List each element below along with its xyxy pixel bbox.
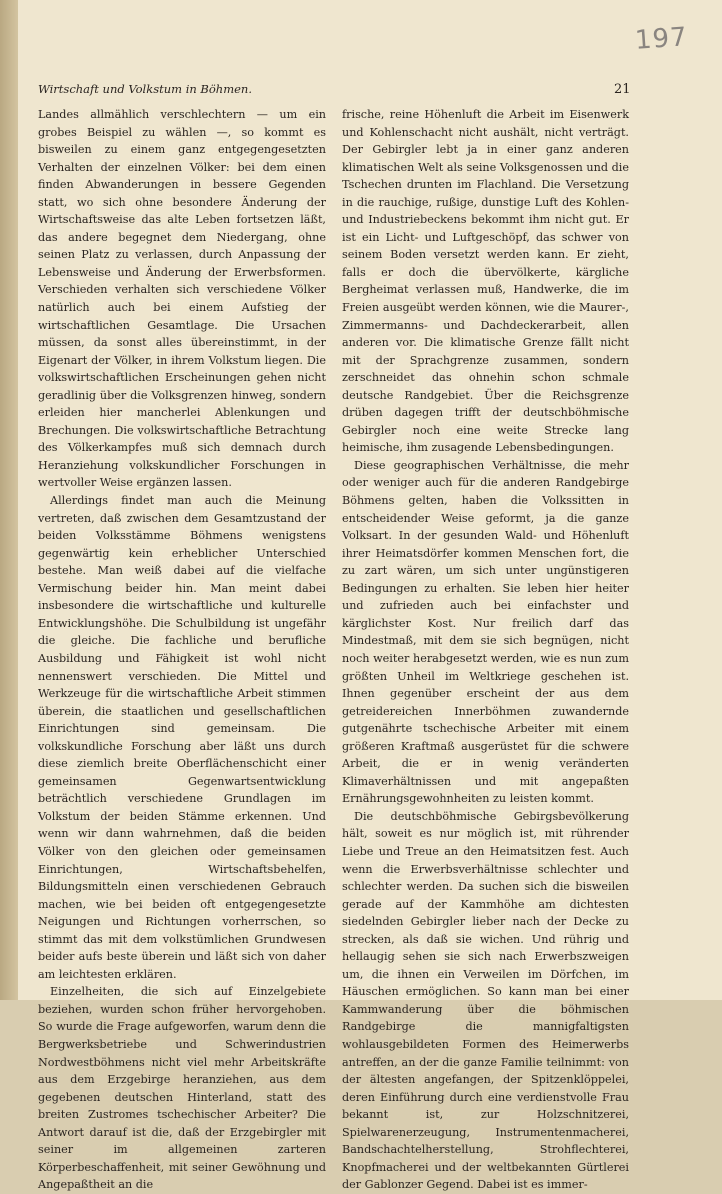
paragraph: Allerdings findet man auch die Meinung vertreten, daß zwischen dem Gesamtzustand der beiden Volksstämme Böhmens wenigstens gegenwärtig kein erheblicher Unterschied bestehe. Man weiß dabei auf die vielfache Vermischung beider hin. Man meint dabei insbesondere die wirtschaftliche und kulturelle Entwicklungshöhe. Die Schulbildung ist ungefähr die gleiche. Die fachliche und berufliche Ausbildung und Fähigkeit ist wohl nicht nennenswert verschieden. Die Mittel und Werkzeuge für die wirtschaftliche Arbeit stimmen überein, die staatlichen und gesellschaftlichen Einrichtungen sind gemeinsam. Die volkskundliche Forschung aber läßt uns durch diese ziemlich breite Oberflächenschicht einer gemeinsamen Gegenwartsentwicklung beträchtlich verschiedene Grundlagen im Volkstum der beiden Stämme erkennen. Und wenn wir dann wahrnehmen, daß die beiden Völker von den gleichen oder gemeinsamen Einrichtungen, Wirtschaftsbehelfen, Bildungsmitteln einen verschiedenen Gebrauch machen, wie bei beiden oft entgegengesetzte Neigungen und Richtungen vorherrschen, so stimmt das mit dem volkstümlichen Grundwesen beider aufs beste überein und läßt sich von daher am leichtesten erklären. [38,494,326,981]
page-binding-edge [0,0,18,1000]
paragraph: Landes allmählich verschlechtern — um ein grobes Beispiel zu wählen —, so kommt es bisweilen zu einem ganz entgegengesetzten Verhalten der einzelnen Völker: bei dem einen finden Abwanderungen in bessere Gegenden statt, wo sich ohne besondere Änderung der Wirtschaftsweise das alte Leben fortsetzen läßt, das andere begegnet dem Niedergang, ohne seinen Platz zu verlassen, durch Anpassung der Lebensweise und Änderung der Erwerbsformen. Verschieden verhalten sich verschiedene Völker natürlich auch bei einem Aufstieg der wirtschaftlichen Gesamtlage. Die Ursachen müssen, da sonst alles übereinstimmt, in der Eigenart der Völker, in ihrem Volkstum liegen. Die volkswirtschaftlichen Erscheinungen gehen nicht geradlinig über die Volksgrenzen hinweg, sondern erleiden hier mancherlei Ablenkungen und Brechungen. Die volkswirtschaftliche Betrachtung des Völkerkampfes muß sich demnach durch Heranziehung volkskundlicher Forschungen in wertvoller Weise ergänzen lassen. [38,108,326,490]
paragraph: Die deutschböhmische Gebirgsbevölkerung hält, soweit es nur möglich ist, mit rührender Liebe und Treue an den Heimatsitzen fest. Auch wenn die Erwerbsverhältnisse schlechter und schlechter werden. Da suchen sich die bisweilen gerade auf der Kammhöhe am dichtesten siedelnden Gebirgler lieber nach der Decke zu strecken, als daß sie wichen. Und rührig und hellaugig sehen sie sich nach Erwerbszweigen um, die ihnen ein Verweilen im Dörfchen, im Häuschen ermöglichen. So kann man bei einer Kammwanderung über die böhmischen Randgebirge die mannigfaltigsten wohlausgebildeten Formen des Heimerwerbs antreffen, an der die ganze Familie teilnimmt: von der ältesten angefangen, der Spitzenklöppelei, deren Einführung durch eine verdienstvolle Frau bekannt ist, zur Holzschnitzerei, Spielwarenerzeugung, Instrumentenmacherei, Bandschachtelherstellung, Strohflechterei, Knopfmacherei und der weltbekannten Gürtlerei der Gablonzer Gegend. Dabei ist es immer- [342,809,629,1192]
paragraph: Einzelheiten, die sich auf Einzelgebiete beziehen, wurden schon früher hervorgehoben. So wurde die Frage aufgeworfen, warum denn die Bergwerksbetriebe und Schwerindustrien Nordwestböhmens nicht viel mehr Arbeitskräfte aus dem Erzgebirge heranziehen, aus dem gegebenen deutschen Hinterland, statt des breiten Zustromes tschechischer Arbeiter? Die Antwort darauf ist die, daß der Erzgebirgler mit seiner im allgemeinen zarteren Körperbeschaffenheit, mit seiner Gewöhnung und Angepaßtheit an die [38,985,326,1192]
right-text-column [342,106,629,1194]
paragraph: Diese geographischen Verhältnisse, die mehr oder weniger auch für die anderen Randgebirge Böhmens gelten, haben die Volkssitten in entscheidender Weise geformt, ja die ganze Volksart. In der gesunden Wald- und Höhenluft ihrer Heimatsdörfer kommen Menschen fort, die zu zart wären, um sich unter ungünstigeren Bedingungen zu erhalten. Sie leben hier heiter und zufrieden auch bei einfachster und kärglichster Kost. Nur freilich darf das Mindestmaß, mit dem sie sich begnügen, nicht noch weiter herabgesetzt werden, wie es nun zum größten Unheil im Weltkriege geschehen ist. Ihnen gegenüber erscheint der aus dem getreidereichen Innerböhmen zuwandernde gutgenährte tschechische Arbeiter mit einem größeren Kraftmaß ausgerüstet für die schwere Arbeit, die er in wenig veränderten Klimaverhältnissen und mit angepaßten Ernährungsgewohnheiten zu leisten kommt. [342,458,629,806]
running-head: Wirtschaft und Volkstum in Böhmen. [38,82,252,96]
page-number: 21 [614,82,631,97]
left-text-column [38,106,326,1194]
archive-page-number: 197 [634,22,689,56]
paragraph: frische, reine Höhenluft die Arbeit im Eisenwerk und Kohlenschacht nicht aushält, nicht verträgt. Der Gebirgler lebt ja in einer ganz anderen klimatischen Welt als seine Volksgenossen und die Tschechen drunten im Flachland. Die Versetzung in die rauchige, rußige, dunstige Luft des Kohlen- und Industriebeckens bekommt ihm nicht gut. Er ist ein Licht- und Luftgeschöpf, das schwer von seinem Boden versetzt werden kann. Er zieht, falls er doch die übervölkerte, kärgliche Bergheimat verlassen muß, Handwerke, die im Freien ausgeübt werden können, wie die Maurer-, Zimmermanns- und Dachdeckerarbeit, allen anderen vor. Die klimatische Grenze fällt nicht mit der Sprachgrenze zusammen, sondern zerschneidet das ohnehin schon schmale deutsche Randgebiet. Über die Reichsgrenze drüben dagegen trifft der deutschböhmische Gebirgler noch eine weite Strecke lang heimische, ihm zusagende Lebensbedingungen. [342,108,629,455]
